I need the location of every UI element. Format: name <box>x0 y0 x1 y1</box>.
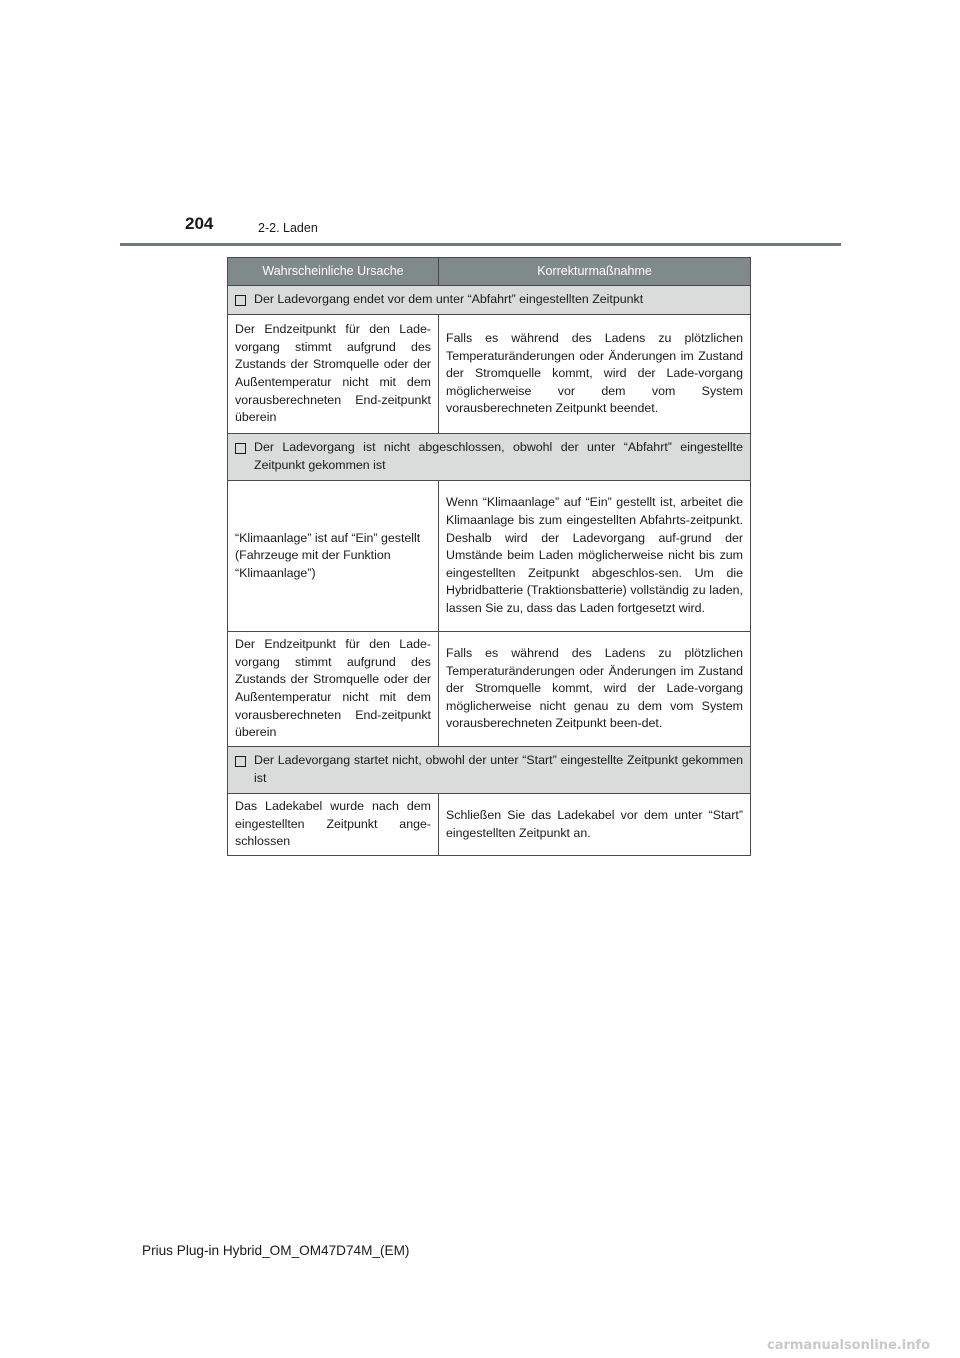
fix-cell: Falls es während des Ladens zu plötzlichen Temperaturänderungen oder Änderungen im Zustand der Stromquelle kommt, wird der Lade-vorgang möglicherweise nicht genau zu dem vom System vorausberechneten Zeitpunkt been-det. <box>439 632 751 747</box>
condition-row <box>228 434 751 481</box>
condition-text: Der Ladevorgang startet nicht, obwohl der unter “Start” eingestellte Zeitpunkt gekommen ist <box>254 753 743 785</box>
cause-cell: Das Ladekabel wurde nach dem eingestellten Zeitpunkt ange-schlossen <box>228 794 439 856</box>
condition-row <box>228 747 751 794</box>
table-row <box>228 315 751 434</box>
cause-cell: Der Endzeitpunkt für den Lade-vorgang stimmt aufgrund des Zustands der Stromquelle oder der Außentemperatur nicht mit dem vorausberechneten End-zeitpunkt überein <box>228 315 439 434</box>
header-rule <box>120 243 841 246</box>
table-row <box>228 794 751 856</box>
column-header-cause: Wahrscheinliche Ursache <box>228 258 439 286</box>
checkbox-square-icon <box>235 443 246 454</box>
condition-row <box>228 286 751 315</box>
checkbox-square-icon <box>235 295 246 306</box>
condition-cell <box>228 747 751 794</box>
table-header-row <box>228 258 751 286</box>
table-row <box>228 632 751 747</box>
condition-cell <box>228 434 751 481</box>
condition-text: Der Ladevorgang endet vor dem unter “Abfahrt” eingestellten Zeitpunkt <box>254 292 644 307</box>
condition-cell <box>228 286 751 315</box>
page-number: 204 <box>185 214 214 233</box>
fix-cell: Falls es während des Ladens zu plötzlichen Temperaturänderungen oder Änderungen im Zustand der Stromquelle kommt, wird der Lade-vorgang möglicherweise vor dem vom System vorausberechneten Zeitpunkt beendet. <box>439 315 751 434</box>
checkbox-square-icon <box>235 756 246 767</box>
footer-manual-id: Prius Plug-in Hybrid_OM_OM47D74M_(EM) <box>142 1243 410 1258</box>
fix-cell: Schließen Sie das Ladekabel vor dem unter “Start” eingestellten Zeitpunkt an. <box>439 794 751 856</box>
condition-text: Der Ladevorgang ist nicht abgeschlossen, obwohl der unter “Abfahrt” eingestellte Zeitpunkt gekommen ist <box>254 440 743 472</box>
column-header-fix: Korrekturmaßnahme <box>439 258 751 286</box>
cause-cell: Der Endzeitpunkt für den Lade-vorgang stimmt aufgrund des Zustands der Stromquelle oder der Außentemperatur nicht mit dem vorausberechneten End-zeitpunkt überein <box>228 632 439 747</box>
section-label: 2-2. Laden <box>258 221 318 235</box>
watermark: carmanualsonline.info <box>767 1338 931 1353</box>
cause-cell: “Klimaanlage” ist auf “Ein” gestellt (Fahrzeuge mit der Funktion “Klimaanlage”) <box>228 481 439 632</box>
troubleshooting-table <box>227 257 751 856</box>
fix-cell: Wenn “Klimaanlage” auf “Ein” gestellt ist, arbeitet die Klimaanlage bis zum eingestellten Abfahrts-zeitpunkt. Deshalb wird der Ladevorgang auf-grund der Umstände beim Laden möglicherweise nicht bis zum eingestellten Zeitpunkt abgeschlos-sen. Um die Hybridbatterie (Traktionsbatterie) vollständig zu laden, lassen Sie zu, dass das Laden fortgesetzt wird. <box>439 481 751 632</box>
table-row <box>228 481 751 632</box>
